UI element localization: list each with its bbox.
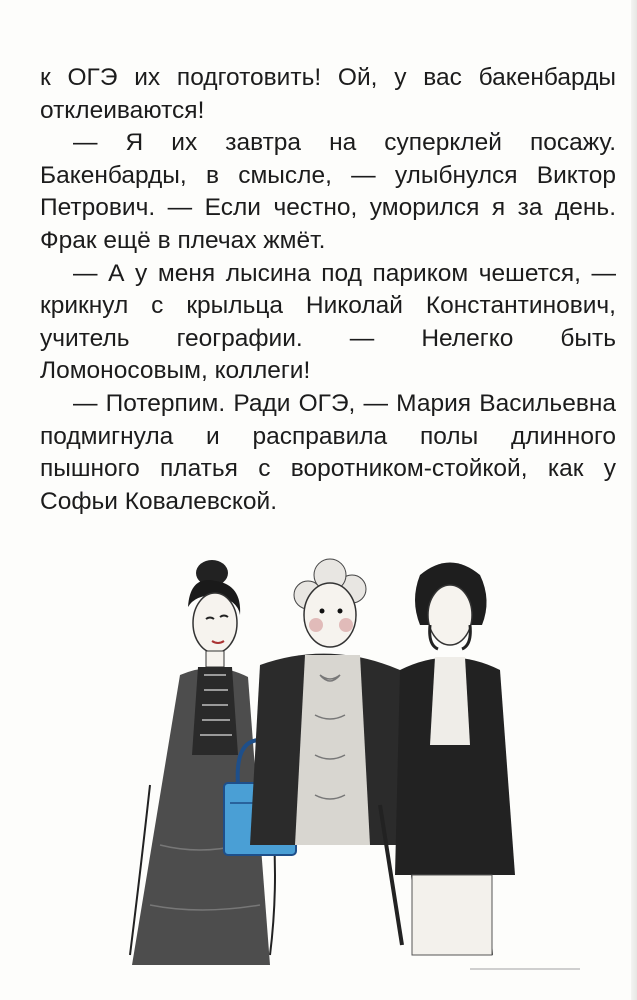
man-figure (395, 563, 515, 956)
paragraph-3: — А у меня лысина под париком чешется, — крикнул с крыльца Николай Константинович, учитель географии. — Нелегко быть Ломоносовым, коллеги! (40, 259, 616, 385)
paragraph-2: — Я их завтра на суперклей посажу. Бакенбарды, в смысле, — улыбнулся Виктор Петрович. — Если честно, уморился я за день. Фрак ещё в плечах жмёт. (40, 129, 616, 254)
page-rule (470, 968, 580, 970)
illustration-three-teachers (120, 545, 530, 965)
story-text (40, 62, 616, 518)
woman-figure (130, 560, 275, 965)
paragraph-4: — Потерпим. Ради ОГЭ, — Мария Васильевна подмигнула и расправила полы длинного пышного платья с воротником-стойкой, как у Софьи Ковалевской. (40, 389, 616, 515)
page-edge (631, 0, 637, 1000)
paragraph-1: к ОГЭ их подготовить! Ой, у вас бакенбарды отклеиваются! (40, 64, 616, 124)
